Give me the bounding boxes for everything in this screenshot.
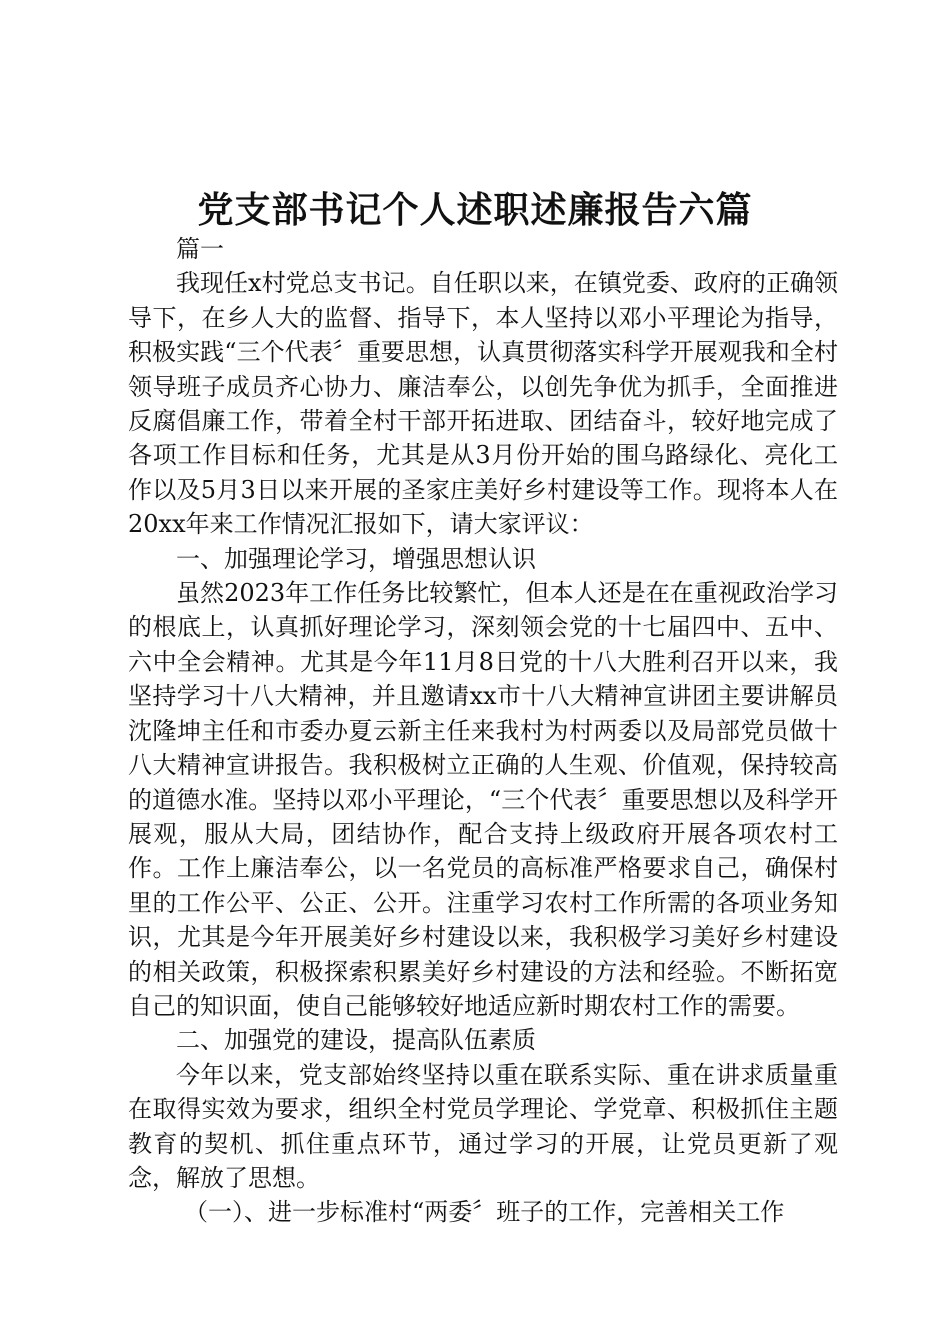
section-label: 篇一 bbox=[176, 235, 224, 263]
subsection-heading: （一）、进一步标准村“两委〞班子的工作，完善相关工作 bbox=[184, 1198, 785, 1227]
document-title: 党支部书记个人述职述廉报告六篇 bbox=[197, 189, 753, 231]
section-heading: 一、加强理论学习，增强思想认识 bbox=[176, 544, 536, 573]
body-paragraph: 虽然2023年工作任务比较繁忙，但本人还是在在重视政治学习的根底上，认真抓好理论学习，深刻领会党的十七届四中、五中、六中全会精神。尤其是今年11月8日党的十八大胜利召开以来，我坚持学习十八大精神，并且邀请xx市十八大精神宣讲团主要讲解员沈隆坤主任和市委办夏云新主任来我村为村两委以及局部党员做十八大精神宣讲报告。我积极树立正确的人生观、价值观，保持较高的道德水准。坚持以邓小平理论，“三个代表〞重要思想以及科学开展观，服从大局，团结协作，配合支持上级政府开展各项农村工作。工作上廉洁奉公，以一名党员的高标准严格要求自己，确保村里的工作公平、公正、公开。注重学习农村工作所需的各项业务知识，尤其是今年开展美好乡村建设以来，我积极学习美好乡村建设的相关政策，积极探索积累美好乡村建设的方法和经验。不断拓宽自己的知识面，使自己能够较好地适应新时期农村工作的需要。 bbox=[128, 579, 838, 1020]
document-body bbox=[128, 232, 838, 1230]
body-paragraph: 我现任x村党总支书记。自任职以来，在镇党委、政府的正确领导下，在乡人大的监督、指导下，本人坚持以邓小平理论为指导，积极实践“三个代表〞重要思想，认真贯彻落实科学开展观我和全村领导班子成员齐心协力、廉洁奉公，以创先争优为抓手，全面推进反腐倡廉工作，带着全村干部开拓进取、团结奋斗，较好地完成了各项工作目标和任务，尤其是从3月份开始的围乌路绿化、亮化工作以及5月3日以来开展的圣家庄美好乡村建设等工作。现将本人在20xx年来工作情况汇报如下，请大家评议： bbox=[128, 269, 838, 539]
body-paragraph: 今年以来，党支部始终坚持以重在联系实际、重在讲求质量重在取得实效为要求，组织全村党员学理论、学党章、积极抓住主题教育的契机、抓住重点环节，通过学习的开展，让党员更新了观念，解放了思想。 bbox=[128, 1060, 838, 1192]
section-heading: 二、加强党的建设，提高队伍素质 bbox=[176, 1026, 536, 1055]
